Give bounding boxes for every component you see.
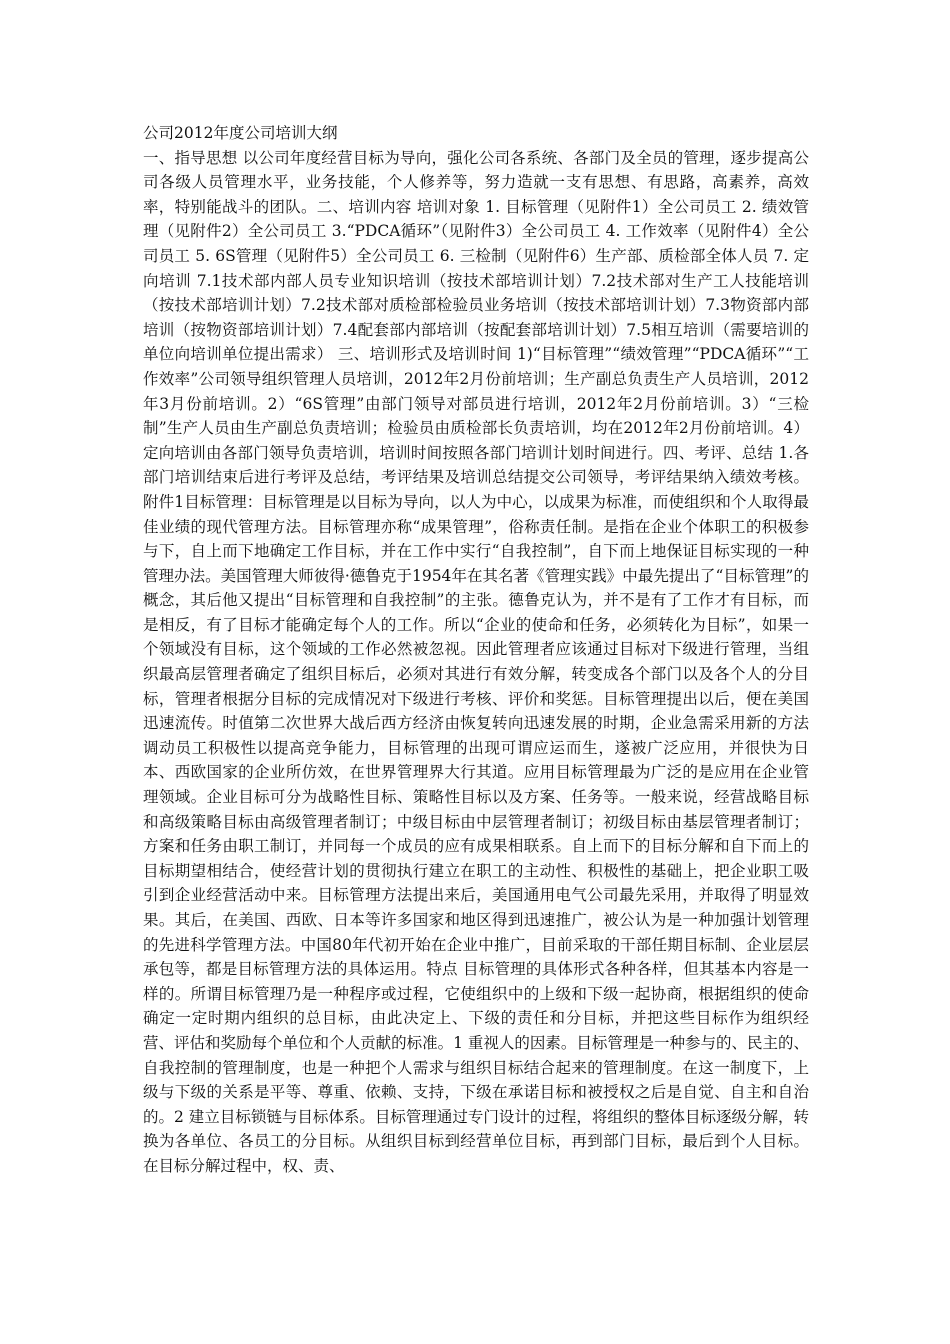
- document-content: [143, 121, 809, 1179]
- document-title: 公司2012年度公司培训大纲: [143, 124, 338, 142]
- document-body-text: 一、指导思想 以公司年度经营目标为导向，强化公司各系统、各部门及全员的管理，逐步提高公司各级人员管理水平，业务技能，个人修养等，努力造就一支有思想、有思路，高素养，高效率，特别能战斗的团队。二、培训内容 培训对象 1. 目标管理（见附件1）全公司员工 2. 绩效管理（见附件2）全公司员工 3.“PDCA循环”（见附件3）全公司员工 4. 工作效率（见附件4）全公司员工 5. 6S管理（见附件5）全公司员工 6. 三检制（见附件6）生产部、质检部全体人员 7. 定向培训 7.1技术部内部人员专业知识培训（按技术部培训计划）7.2技术部对生产工人技能培训（按技术部培训计划）7.2技术部对质检部检验员业务培训（按技术部培训计划）7.3物资部内部培训（按物资部培训计划）7.4配套部内部培训（按配套部培训计划）7.5相互培训（需要培训的单位向培训单位提出需求） 三、培训形式及培训时间 1)“目标管理”“绩效管理”“PDCA循环”“工作效率”公司领导组织管理人员培训，2012年2月份前培训；生产副总负责生产人员培训，2012年3月份前培训。2）“6S管理”由部门领导对部员进行培训，2012年2月份前培训。3）“三检制”生产人员由生产副总负责培训；检验员由质检部长负责培训，均在2012年2月份前培训。4）定向培训由各部门领导负责培训，培训时间按照各部门培训计划时间进行。四、考评、总结 1.各部门培训结束后进行考评及总结，考评结果及培训总结提交公司领导，考评结果纳入绩效考核。附件1目标管理：目标管理是以目标为导向，以人为中心，以成果为标准，而使组织和个人取得最佳业绩的现代管理方法。目标管理亦称“成果管理”，俗称责任制。是指在企业个体职工的积极参与下，自上而下地确定工作目标，并在工作中实行“自我控制”，自下而上地保证目标实现的一种管理办法。美国管理大师彼得·德鲁克于1954年在其名著《管理实践》中最先提出了“目标管理”的概念，其后他又提出“目标管理和自我控制”的主张。德鲁克认为，并不是有了工作才有目标，而是相反，有了目标才能确定每个人的工作。所以“企业的使命和任务，必须转化为目标”，如果一个领域没有目标，这个领域的工作必然被忽视。因此管理者应该通过目标对下级进行管理，当组织最高层管理者确定了组织目标后，必须对其进行有效分解，转变成各个部门以及各个人的分目标，管理者根据分目标的完成情况对下级进行考核、评价和奖惩。目标管理提出以后，便在美国迅速流传。时值第二次世界大战后西方经济由恢复转向迅速发展的时期，企业急需采用新的方法调动员工积极性以提高竞争能力，目标管理的出现可谓应运而生，遂被广泛应用，并很快为日本、西欧国家的企业所仿效，在世界管理界大行其道。应用目标管理最为广泛的是应用在企业管理领域。企业目标可分为战略性目标、策略性目标以及方案、任务等。一般来说，经营战略目标和高级策略目标由高级管理者制订；中级目标由中层管理者制订；初级目标由基层管理者制订；方案和任务由职工制订，并同每一个成员的应有成果相联系。自上而下的目标分解和自下而上的目标期望相结合，使经营计划的贯彻执行建立在职工的主动性、积极性的基础上，把企业职工吸引到企业经营活动中来。目标管理方法提出来后，美国通用电气公司最先采用，并取得了明显效果。其后，在美国、西欧、日本等许多国家和地区得到迅速推广，被公认为是一种加强计划管理的先进科学管理方法。中国80年代初开始在企业中推广，目前采取的干部任期目标制、企业层层承包等，都是目标管理方法的具体运用。特点 目标管理的具体形式各种各样，但其基本内容是一样的。所谓目标管理乃是一种程序或过程，它使组织中的上级和下级一起协商，根据组织的使命确定一定时期内组织的总目标，由此决定上、下级的责任和分目标，并把这些目标作为组织经营、评估和奖励每个单位和个人贡献的标准。1 重视人的因素。目标管理是一种参与的、民主的、自我控制的管理制度，也是一种把个人需求与组织目标结合起来的管理制度。在这一制度下，上级与下级的关系是平等、尊重、依赖、支持，下级在承诺目标和被授权之后是自觉、自主和自治的。2 建立目标锁链与目标体系。目标管理通过专门设计的过程，将组织的整体目标逐级分解，转换为各单位、各员工的分目标。从组织目标到经营单位目标，再到部门目标，最后到个人目标。在目标分解过程中，权、责、: [143, 148, 809, 1175]
